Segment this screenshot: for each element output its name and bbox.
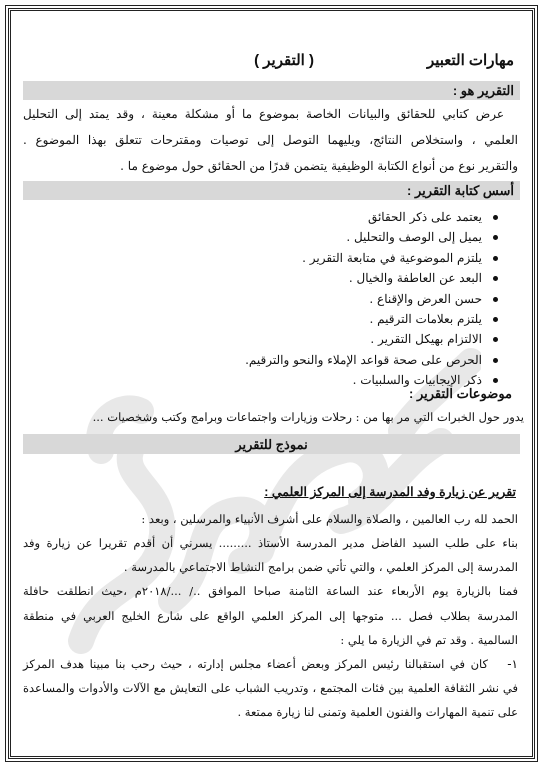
page-title: مهارات التعبير [426, 52, 514, 69]
sample-line: بناء على طلب السيد الفاضل مدير المدرسة الأستاذ ......... يسرني أن أقدم تقريرا عن زيارة وفد [23, 536, 518, 550]
list-item: يلتزم الموضوعية في متابعة التقرير . [245, 248, 482, 268]
definition-label-bar [23, 81, 520, 100]
model-label: نموذج للتقرير [235, 437, 308, 452]
list-item: الحرص على صحة قواعد الإملاء والنحو والترقيم. [245, 350, 482, 370]
list-item: حسن العرض والإقناع . [245, 289, 482, 309]
sample-numbered-line: كان في استقبالنا رئيس المركز وبعض أعضاء مجلس إدارته ، حيث رحب بنا مبينا هدف المركز [23, 657, 488, 671]
sample-line: فمنا بالزيارة يوم الأربعاء عند الساعة الثامنة صباحا الموافق ../ .../٢٠١٨م ،حيث انطلقت حافلة [23, 584, 518, 598]
topics-label: موضوعات التقرير : [409, 386, 512, 401]
list-item: يلتزم بعلامات الترقيم . [245, 309, 482, 329]
topic-title: ( التقرير ) [254, 52, 314, 69]
topics-text: يدور حول الخبرات التي مر بها من : رحلات وزيارات واجتماعات وبرامج وكتب وشخصيات ... [92, 410, 524, 424]
list-item: البعد عن العاطفة والخيال . [245, 268, 482, 288]
foundations-label: أسس كتابة التقرير : [407, 183, 514, 198]
list-item: يعتمد على ذكر الحقائق [245, 207, 482, 227]
sample-line: الحمد لله رب العالمين ، والصلاة والسلام على أشرف الأنبياء والمرسلين ، وبعد : [141, 512, 518, 526]
list-item: ذكر الإيجابيات والسلبيات . [245, 370, 482, 390]
foundations-list [245, 207, 496, 391]
definition-line: العلمي ، واستخلاص النتائج، ويليهما التوصل إلى توصيات ومقترحات تتعلق بهذا الموضوع . [23, 133, 518, 147]
numbered-marker: ١- [507, 657, 518, 671]
sample-line: السالمية . وقد تم في الزيارة ما يلي : [340, 633, 518, 647]
worksheet-page [8, 8, 535, 759]
model-label-bar [23, 434, 520, 454]
definition-line: والتقرير نوع من أنواع الكتابة الوظيفية يتضمن قدرًا من الحقائق حول موضوع ما . [120, 159, 518, 173]
sample-numbered-line: في نشر الثقافة العلمية بين فئات المجتمع ، وتدريب الشباب على التعايش مع الآلات والأدوات والمساعدة [23, 681, 518, 695]
sample-line: المدرسة بطلاب فصل ... متوجها إلى المركز العلمي الواقع على شارع الخليج العربي في منطقة [23, 609, 518, 623]
foundations-label-bar [23, 181, 520, 200]
definition-line: عرض كتابي للحقائق والبيانات الخاصة بموضوع ما أو مشكلة معينة ، وقد يمتد إلى التحليل [23, 107, 504, 121]
sample-title: تقرير عن زيارة وفد المدرسة إلى المركز العلمي : [264, 485, 516, 499]
definition-label: التقرير هو : [452, 83, 514, 98]
list-item: يميل إلى الوصف والتحليل . [245, 227, 482, 247]
list-item: الالتزام بهيكل التقرير . [245, 329, 482, 349]
sample-line: المدرسة إلى المركز العلمي ، والتي تأتي ضمن برامج النشاط الاجتماعي بالمدرسة . [123, 560, 518, 574]
sample-numbered-line: على تنمية المهارات والفنون العلمية وتمنى لنا زيارة ممتعة . [237, 705, 518, 719]
